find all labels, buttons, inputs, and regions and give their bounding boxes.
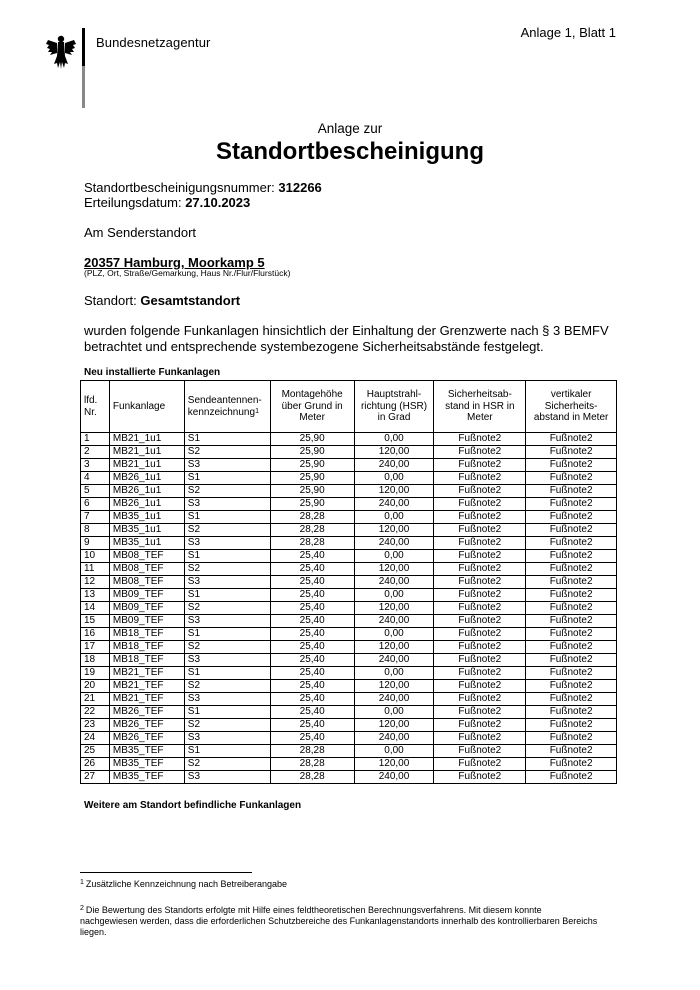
footnote-2-mark: 2 [80,905,84,912]
document-title: Standortbescheinigung [215,138,484,165]
row-kennzeichnung: S2 [184,524,270,537]
row-nr: 2 [81,446,110,459]
footnote-1 [80,879,600,890]
row-funkanlage: MB35_1u1 [109,537,184,550]
row-hsr: 120,00 [354,563,434,576]
table-row [81,654,617,667]
row-abstand-hsr: Fußnote2 [434,537,526,550]
row-kennzeichnung: S3 [184,732,270,745]
row-funkanlage: MB35_TEF [109,758,184,771]
issue-date: 27.10.2023 [185,195,251,210]
row-nr: 1 [81,433,110,446]
row-hoehe: 25,40 [270,641,354,654]
row-vertikal: Fußnote2 [526,615,617,628]
row-nr: 16 [81,628,110,641]
row-funkanlage: MB09_TEF [109,589,184,602]
row-nr: 11 [81,563,110,576]
row-hsr: 120,00 [354,602,434,615]
row-funkanlage: MB26_1u1 [109,472,184,485]
row-funkanlage: MB26_1u1 [109,498,184,511]
row-abstand-hsr: Fußnote2 [434,576,526,589]
row-hsr: 120,00 [354,719,434,732]
row-nr: 6 [81,498,110,511]
row-vertikal: Fußnote2 [526,602,617,615]
row-funkanlage: MB08_TEF [109,576,184,589]
table-row [81,628,617,641]
row-funkanlage: MB26_1u1 [109,485,184,498]
issue-date-line [84,195,250,210]
footnote-2 [80,905,600,938]
table-row [81,667,617,680]
certificate-number-line [84,180,322,195]
row-hsr: 0,00 [354,433,434,446]
row-hoehe: 25,40 [270,680,354,693]
header-hsr: Hauptstrahl-richtung (HSR) in Grad [354,381,434,433]
certificate-number: 312266 [278,180,322,195]
header-funkanlage: Funkanlage [109,381,184,433]
row-abstand-hsr: Fußnote2 [434,602,526,615]
row-vertikal: Fußnote2 [526,550,617,563]
table-row [81,550,617,563]
row-hsr: 240,00 [354,771,434,784]
table-row [81,719,617,732]
row-abstand-hsr: Fußnote2 [434,446,526,459]
certificate-number-label: Standortbescheinigungsnummer: [84,180,275,195]
row-vertikal: Fußnote2 [526,498,617,511]
row-vertikal: Fußnote2 [526,472,617,485]
row-vertikal: Fußnote2 [526,654,617,667]
row-nr: 3 [81,459,110,472]
row-vertikal: Fußnote2 [526,576,617,589]
table-row [81,485,617,498]
row-kennzeichnung: S1 [184,550,270,563]
header-hoehe: Montagehöhe über Grund in Meter [270,381,354,433]
row-hoehe: 28,28 [270,745,354,758]
row-vertikal: Fußnote2 [526,485,617,498]
footnote-ref-1: 1 [255,407,259,415]
row-hsr: 240,00 [354,732,434,745]
row-hoehe: 25,40 [270,628,354,641]
table-row [81,589,617,602]
table-row [81,680,617,693]
row-nr: 8 [81,524,110,537]
row-kennzeichnung: S2 [184,719,270,732]
row-hoehe: 25,40 [270,615,354,628]
row-vertikal: Fußnote2 [526,563,617,576]
row-hsr: 0,00 [354,706,434,719]
row-funkanlage: MB35_1u1 [109,524,184,537]
row-nr: 12 [81,576,110,589]
row-hoehe: 25,40 [270,667,354,680]
row-kennzeichnung: S1 [184,667,270,680]
row-funkanlage: MB21_TEF [109,667,184,680]
row-kennzeichnung: S2 [184,485,270,498]
table-body [81,433,617,784]
row-vertikal: Fußnote2 [526,732,617,745]
issue-date-label: Erteilungsdatum: [84,195,182,210]
row-nr: 10 [81,550,110,563]
row-hoehe: 28,28 [270,511,354,524]
row-nr: 23 [81,719,110,732]
table-row [81,693,617,706]
intro-paragraph: wurden folgende Funkanlagen hinsichtlich der Einhaltung der Grenzwerte nach § 3 BEMFV betrachtet und entsprechende systembezogene Sicherheitsabstände festgelegt. [84,323,609,354]
row-abstand-hsr: Fußnote2 [434,563,526,576]
header-vertikal: vertikaler Sicherheits-abstand in Meter [526,381,617,433]
row-funkanlage: MB18_TEF [109,641,184,654]
row-abstand-hsr: Fußnote2 [434,719,526,732]
table-row [81,771,617,784]
row-hsr: 0,00 [354,667,434,680]
table-row [81,732,617,745]
footnote-1-mark: 1 [80,879,84,886]
row-nr: 18 [81,654,110,667]
row-kennzeichnung: S1 [184,628,270,641]
row-hoehe: 25,90 [270,472,354,485]
row-vertikal: Fußnote2 [526,745,617,758]
row-kennzeichnung: S3 [184,654,270,667]
row-hoehe: 25,90 [270,433,354,446]
header-abstand-hsr: Sicherheitsab-stand in HSR in Meter [434,381,526,433]
row-abstand-hsr: Fußnote2 [434,771,526,784]
row-abstand-hsr: Fußnote2 [434,745,526,758]
row-hsr: 0,00 [354,511,434,524]
site-intro: Am Senderstandort [84,225,197,240]
row-kennzeichnung: S2 [184,680,270,693]
row-vertikal: Fußnote2 [526,459,617,472]
row-nr: 17 [81,641,110,654]
row-hoehe: 25,90 [270,446,354,459]
row-hsr: 120,00 [354,524,434,537]
table-row [81,498,617,511]
row-abstand-hsr: Fußnote2 [434,667,526,680]
header-nr: lfd. Nr. [81,381,110,433]
row-kennzeichnung: S2 [184,563,270,576]
sheet-label: Anlage 1, Blatt 1 [520,25,616,40]
row-funkanlage: MB21_TEF [109,680,184,693]
table-caption: Neu installierte Funkanlagen [84,367,221,378]
row-funkanlage: MB35_1u1 [109,511,184,524]
row-abstand-hsr: Fußnote2 [434,758,526,771]
logo-divider-accent [82,28,85,66]
row-hsr: 120,00 [354,758,434,771]
row-vertikal: Fußnote2 [526,667,617,680]
row-abstand-hsr: Fußnote2 [434,693,526,706]
row-hsr: 120,00 [354,680,434,693]
row-funkanlage: MB21_1u1 [109,446,184,459]
row-abstand-hsr: Fußnote2 [434,550,526,563]
row-kennzeichnung: S3 [184,576,270,589]
row-nr: 19 [81,667,110,680]
row-hsr: 0,00 [354,628,434,641]
row-hsr: 240,00 [354,459,434,472]
row-hsr: 240,00 [354,537,434,550]
row-nr: 5 [81,485,110,498]
row-kennzeichnung: S1 [184,433,270,446]
row-vertikal: Fußnote2 [526,693,617,706]
row-kennzeichnung: S3 [184,615,270,628]
site-type-label: Standort: [84,293,137,308]
row-hsr: 240,00 [354,576,434,589]
row-vertikal: Fußnote2 [526,537,617,550]
row-funkanlage: MB26_TEF [109,706,184,719]
row-kennzeichnung: S1 [184,589,270,602]
row-nr: 4 [81,472,110,485]
row-hoehe: 25,90 [270,485,354,498]
row-kennzeichnung: S2 [184,446,270,459]
site-type-line [84,293,240,308]
header-kennzeichnung-text: Sendeantennen-kennzeichnung [187,395,262,418]
row-vertikal: Fußnote2 [526,641,617,654]
site-address: 20357 Hamburg, Moorkamp 5 [84,255,265,270]
table-header-row [81,381,617,433]
row-abstand-hsr: Fußnote2 [434,680,526,693]
row-vertikal: Fußnote2 [526,433,617,446]
row-funkanlage: MB21_1u1 [109,459,184,472]
row-funkanlage: MB21_TEF [109,693,184,706]
row-nr: 9 [81,537,110,550]
row-hoehe: 25,40 [270,732,354,745]
row-abstand-hsr: Fußnote2 [434,485,526,498]
table-row [81,459,617,472]
table-row [81,511,617,524]
row-hoehe: 25,40 [270,576,354,589]
row-vertikal: Fußnote2 [526,628,617,641]
row-kennzeichnung: S3 [184,693,270,706]
row-hsr: 120,00 [354,446,434,459]
row-kennzeichnung: S3 [184,459,270,472]
row-hoehe: 28,28 [270,524,354,537]
row-abstand-hsr: Fußnote2 [434,472,526,485]
row-hsr: 240,00 [354,693,434,706]
row-kennzeichnung: S2 [184,602,270,615]
table-row [81,576,617,589]
table-row [81,602,617,615]
row-kennzeichnung: S1 [184,745,270,758]
row-nr: 13 [81,589,110,602]
row-nr: 7 [81,511,110,524]
row-nr: 21 [81,693,110,706]
row-vertikal: Fußnote2 [526,511,617,524]
row-funkanlage: MB18_TEF [109,654,184,667]
site-type-value: Gesamtstandort [140,293,241,308]
row-hoehe: 28,28 [270,537,354,550]
row-hsr: 0,00 [354,589,434,602]
row-nr: 27 [81,771,110,784]
row-nr: 20 [81,680,110,693]
row-funkanlage: MB09_TEF [109,602,184,615]
row-hsr: 240,00 [354,498,434,511]
row-kennzeichnung: S3 [184,537,270,550]
row-hoehe: 25,90 [270,498,354,511]
row-kennzeichnung: S1 [184,472,270,485]
row-hoehe: 25,40 [270,719,354,732]
row-funkanlage: MB26_TEF [109,732,184,745]
document-subtitle: Anlage zur [317,121,383,136]
row-funkanlage: MB21_1u1 [109,433,184,446]
row-abstand-hsr: Fußnote2 [434,589,526,602]
row-abstand-hsr: Fußnote2 [434,433,526,446]
table-row [81,446,617,459]
agency-name: Bundesnetzagentur [96,35,211,50]
row-nr: 24 [81,732,110,745]
row-abstand-hsr: Fußnote2 [434,511,526,524]
row-vertikal: Fußnote2 [526,446,617,459]
footnote-2-text: Die Bewertung des Standorts erfolgte mit Hilfe eines feldtheoretischen Berechnungsverfahrens. Mit diesem konnte nachgewiesen werden, dass die erforderlichen Schutzbereiche des Funkanlagenstandorts innerhalb des kontrollierbaren Bereichs liegen. [80,905,598,937]
row-hoehe: 25,40 [270,602,354,615]
row-funkanlage: MB26_TEF [109,719,184,732]
row-abstand-hsr: Fußnote2 [434,732,526,745]
row-nr: 22 [81,706,110,719]
row-kennzeichnung: S2 [184,641,270,654]
row-abstand-hsr: Fußnote2 [434,459,526,472]
row-vertikal: Fußnote2 [526,719,617,732]
row-hsr: 240,00 [354,615,434,628]
row-hoehe: 25,90 [270,459,354,472]
row-funkanlage: MB18_TEF [109,628,184,641]
row-hoehe: 28,28 [270,758,354,771]
row-abstand-hsr: Fußnote2 [434,628,526,641]
row-abstand-hsr: Fußnote2 [434,615,526,628]
table-row [81,537,617,550]
row-vertikal: Fußnote2 [526,758,617,771]
table-row [81,472,617,485]
row-funkanlage: MB08_TEF [109,563,184,576]
row-abstand-hsr: Fußnote2 [434,641,526,654]
table-row [81,615,617,628]
row-hsr: 240,00 [354,654,434,667]
footnote-divider [80,872,252,873]
row-vertikal: Fußnote2 [526,706,617,719]
row-funkanlage: MB09_TEF [109,615,184,628]
row-kennzeichnung: S3 [184,498,270,511]
header-kennzeichnung [184,381,270,433]
row-kennzeichnung: S1 [184,706,270,719]
footnote-1-text: Zusätzliche Kennzeichnung nach Betreiberangabe [85,879,288,889]
row-hoehe: 25,40 [270,550,354,563]
row-hoehe: 28,28 [270,771,354,784]
row-kennzeichnung: S2 [184,758,270,771]
row-hoehe: 25,40 [270,706,354,719]
row-abstand-hsr: Fußnote2 [434,706,526,719]
table-row [81,641,617,654]
row-hoehe: 25,40 [270,654,354,667]
table-row [81,745,617,758]
row-nr: 26 [81,758,110,771]
table-row [81,706,617,719]
row-vertikal: Fußnote2 [526,589,617,602]
table-row [81,433,617,446]
table-row [81,758,617,771]
row-hsr: 0,00 [354,472,434,485]
row-abstand-hsr: Fußnote2 [434,498,526,511]
row-nr: 14 [81,602,110,615]
row-nr: 15 [81,615,110,628]
row-hsr: 120,00 [354,485,434,498]
table-row [81,524,617,537]
table-row [81,563,617,576]
row-kennzeichnung: S3 [184,771,270,784]
row-hsr: 120,00 [354,641,434,654]
address-hint: (PLZ, Ort, Straße/Gemarkung, Haus Nr./Flur/Flurstück) [84,268,291,278]
row-abstand-hsr: Fußnote2 [434,524,526,537]
row-hsr: 0,00 [354,550,434,563]
row-hoehe: 25,40 [270,563,354,576]
row-hsr: 0,00 [354,745,434,758]
federal-eagle-icon [46,34,76,70]
row-nr: 25 [81,745,110,758]
further-section-caption: Weitere am Standort befindliche Funkanlagen [84,800,302,811]
row-funkanlage: MB35_TEF [109,745,184,758]
row-vertikal: Fußnote2 [526,524,617,537]
row-funkanlage: MB08_TEF [109,550,184,563]
installations-table [80,380,617,784]
row-hoehe: 25,40 [270,693,354,706]
row-hoehe: 25,40 [270,589,354,602]
row-vertikal: Fußnote2 [526,680,617,693]
row-vertikal: Fußnote2 [526,771,617,784]
row-abstand-hsr: Fußnote2 [434,654,526,667]
row-kennzeichnung: S1 [184,511,270,524]
row-funkanlage: MB35_TEF [109,771,184,784]
